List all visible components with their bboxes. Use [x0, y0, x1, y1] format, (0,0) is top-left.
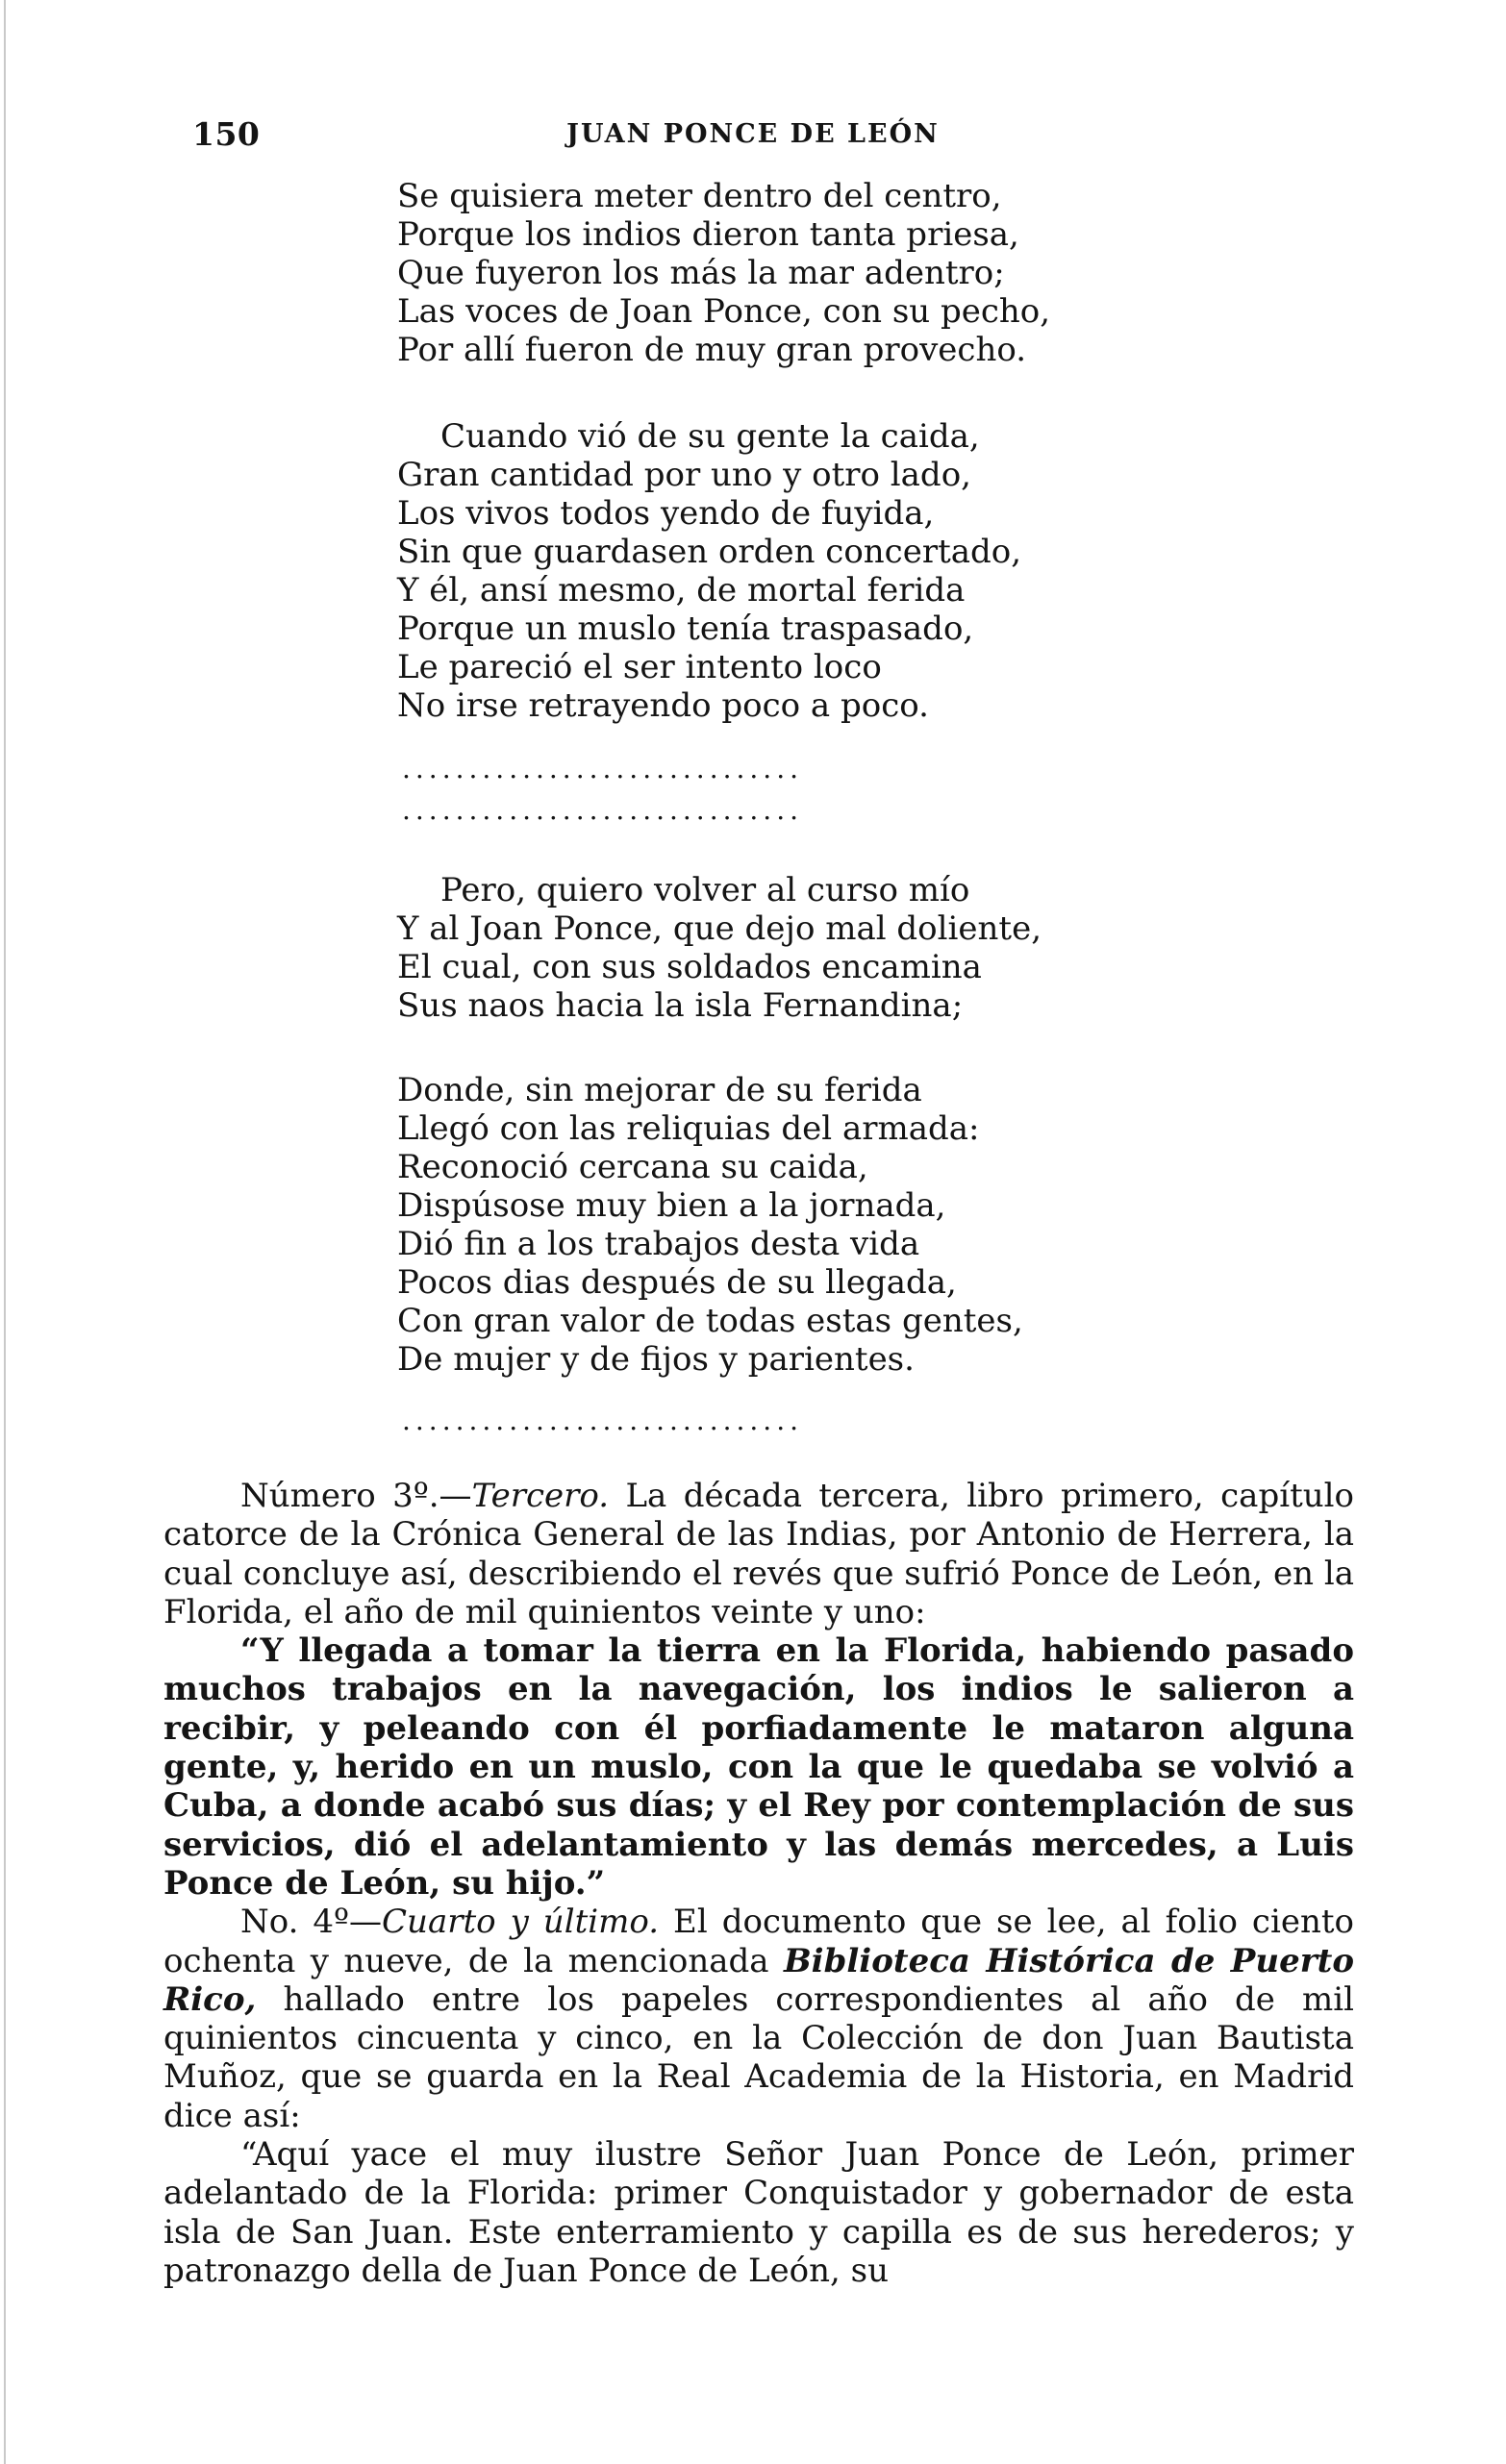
entry-label: Número 3º.—	[240, 1477, 472, 1515]
verse-line: Con gran valor de todas estas gentes,	[397, 1302, 1023, 1340]
verse-line: Sus naos hacia la isla Fernandina;	[397, 986, 964, 1025]
verse-line: Dispúsose muy bien a la jornada,	[397, 1186, 946, 1225]
ellipsis-divider: ..............................	[402, 1411, 804, 1431]
verse-line: Por allí fueron de muy gran provecho.	[397, 331, 1027, 369]
book-title: Biblioteca Histórica de Puerto Rico,	[163, 1941, 1354, 2019]
verse-line: Y él, ansí mesmo, de mortal ferida	[397, 571, 966, 610]
verse-stanza-3	[397, 871, 1359, 1025]
entry-label-italic: Cuarto y último.	[382, 1903, 660, 1942]
paragraph-numero-4	[163, 1903, 1354, 2135]
verse-line: El cual, con sus soldados encamina	[397, 948, 982, 986]
page-edge-rule	[4, 0, 6, 2464]
paragraph-text: El documento que se lee, al folio ciento ochenta y nueve, de la mencionada	[163, 1903, 1355, 1980]
verse-line: Cuando vió de su gente la caida,	[440, 417, 980, 456]
verse-line: Sin que guardasen orden concertado,	[397, 533, 1022, 571]
verse-line: Llegó con las reliquias del armada:	[397, 1109, 980, 1148]
verse-line: Le pareció el ser intento loco	[397, 648, 882, 686]
entry-label-italic: Tercero.	[471, 1477, 610, 1515]
verse-line: Porque un muslo tenía traspasado,	[397, 610, 974, 648]
verse-stanza-1	[397, 177, 1359, 369]
running-title: JUAN PONCE DE LEÓN	[566, 119, 940, 149]
verse-line: Las voces de Joan Ponce, con su pecho,	[397, 292, 1051, 331]
verse-line: Se quisiera meter dentro del centro,	[397, 177, 1002, 215]
verse-line: De mujer y de fijos y parientes.	[397, 1340, 915, 1379]
verse-line: Porque los indios dieron tanta priesa,	[397, 215, 1019, 254]
verse-line: Gran cantidad por uno y otro lado,	[397, 456, 971, 494]
prose-body	[163, 1477, 1354, 2290]
verse-line: Que fuyeron los más la mar adentro;	[397, 254, 1005, 292]
paragraph-text: hallado entre los papeles correspondientes al año de mil quinientos cincuenta y cinco, en la Colección de don Juan Bautista Muñoz, que se guarda en la Real Academia de la Historia, en Madrid dice así:	[163, 1979, 1354, 2135]
verse-line: Y al Joan Ponce, que dejo mal doliente,	[397, 909, 1042, 948]
verse-line: No irse retrayendo poco a poco.	[397, 686, 929, 725]
page-header	[0, 108, 1506, 165]
verse-line: Dió fin a los trabajos desta vida	[397, 1225, 920, 1263]
paragraph-text: La década tercera, libro primero, capítulo catorce de la Crónica General de las Indias, por Antonio de Herrera, la cual concluye así, describiendo el revés que sufrió Ponce de León, en la Florida, el año de mil quinientos veinte y uno:	[163, 1477, 1354, 1631]
verse-stanza-4	[397, 1071, 1359, 1379]
verse-line: Reconoció cercana su caida,	[397, 1148, 868, 1186]
verse-line: Pocos dias después de su llegada,	[397, 1263, 957, 1302]
entry-label: No. 4º—	[240, 1903, 383, 1942]
ellipsis-divider: ..............................	[402, 801, 804, 820]
paragraph-herrera-quote: “Y llegada a tomar la tierra en la Florida, habiendo pasado muchos trabajos en la navegación, los indios le salieron a recibir, y peleando con él porfiadamente le mataron alguna gente, y, herido en un muslo, con la que le quedaba se volvió a Cuba, a donde acabó sus días; y el Rey por contemplación de sus servicios, dió el adelantamiento y las demás mercedes, a Luis Ponce de León, su hijo.”	[163, 1631, 1354, 1903]
paragraph-epitaph-quote: “Aquí yace el muy ilustre Señor Juan Ponce de León, primer adelantado de la Florida: primer Conquistador y gobernador de esta isla de San Juan. Este enterramiento y capilla es de sus herederos; y patronazgo della de Juan Ponce de León, su	[163, 2135, 1354, 2290]
verse-stanza-2	[397, 417, 1359, 725]
verse-line: Pero, quiero volver al curso mío	[440, 871, 970, 909]
verse-line: Donde, sin mejorar de su ferida	[397, 1071, 922, 1109]
paragraph-numero-3	[163, 1477, 1354, 1631]
ellipsis-divider: ..............................	[402, 759, 804, 779]
verse-line: Los vivos todos yendo de fuyida,	[397, 494, 935, 533]
page-number: 150	[192, 115, 261, 153]
